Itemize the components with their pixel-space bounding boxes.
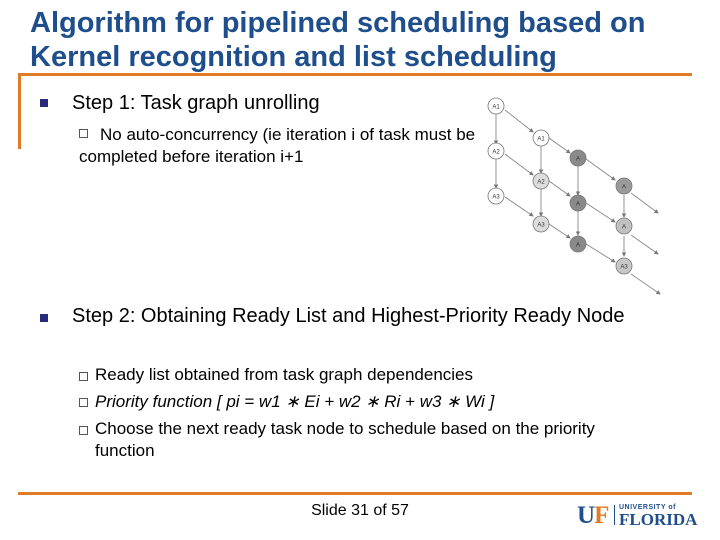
task-node-label: A <box>621 224 627 231</box>
logo-florida-text: FLORIDA <box>619 510 698 529</box>
step2-item-choose-next: Choose the next ready task node to schedule based on the priority function <box>95 419 595 460</box>
slide-title: Algorithm for pipelined scheduling based on Kernel recognition and list scheduling <box>30 7 646 73</box>
hollow-square-bullet-icon <box>79 398 88 407</box>
logo-university-text: UNIVERSITY of <box>619 504 676 511</box>
unrolled-task-graph <box>478 96 668 306</box>
task-node-label: A2 <box>537 179 545 186</box>
task-node-label: A <box>621 184 627 191</box>
task-node-label: A1 <box>492 104 500 111</box>
slide-number: Slide 31 of 57 <box>311 502 409 519</box>
title-side-accent <box>18 73 21 149</box>
task-node-label: A <box>575 156 581 163</box>
hollow-square-bullet-icon <box>79 372 88 381</box>
hollow-square-bullet-icon <box>79 426 88 435</box>
task-node-label: A3 <box>620 264 628 271</box>
bullet-square-icon <box>40 314 48 322</box>
step1-subpoint-text: No auto-concurrency (ie iteration i of task must be completed before iteration i+1 <box>79 125 476 166</box>
step2-item-priority-function: Priority function [ pi = w1 ∗ Ei + w2 ∗ Ri + w3 ∗ Wi ] <box>95 392 495 411</box>
footer-divider <box>18 492 692 495</box>
task-node-label: A1 <box>537 136 545 143</box>
step2-item-ready-list: Ready list obtained from task graph dependencies <box>95 365 474 384</box>
uf-logo-mark: UF <box>577 502 609 529</box>
bullet-square-icon <box>40 99 48 107</box>
hollow-square-bullet-icon <box>79 129 88 138</box>
task-node-label: A3 <box>492 194 500 201</box>
task-node-label: A2 <box>492 149 500 156</box>
step1-subpoint <box>79 124 479 168</box>
step2-label: Step 2: Obtaining Ready List and Highest-Priority Ready Node <box>72 305 625 327</box>
logo-separator <box>614 505 615 525</box>
task-node-label: A3 <box>537 222 545 229</box>
step1-label: Step 1: Task graph unrolling <box>72 92 320 114</box>
task-node-label: A <box>575 242 581 249</box>
title-divider <box>18 73 692 76</box>
task-node-label: A <box>575 201 581 208</box>
